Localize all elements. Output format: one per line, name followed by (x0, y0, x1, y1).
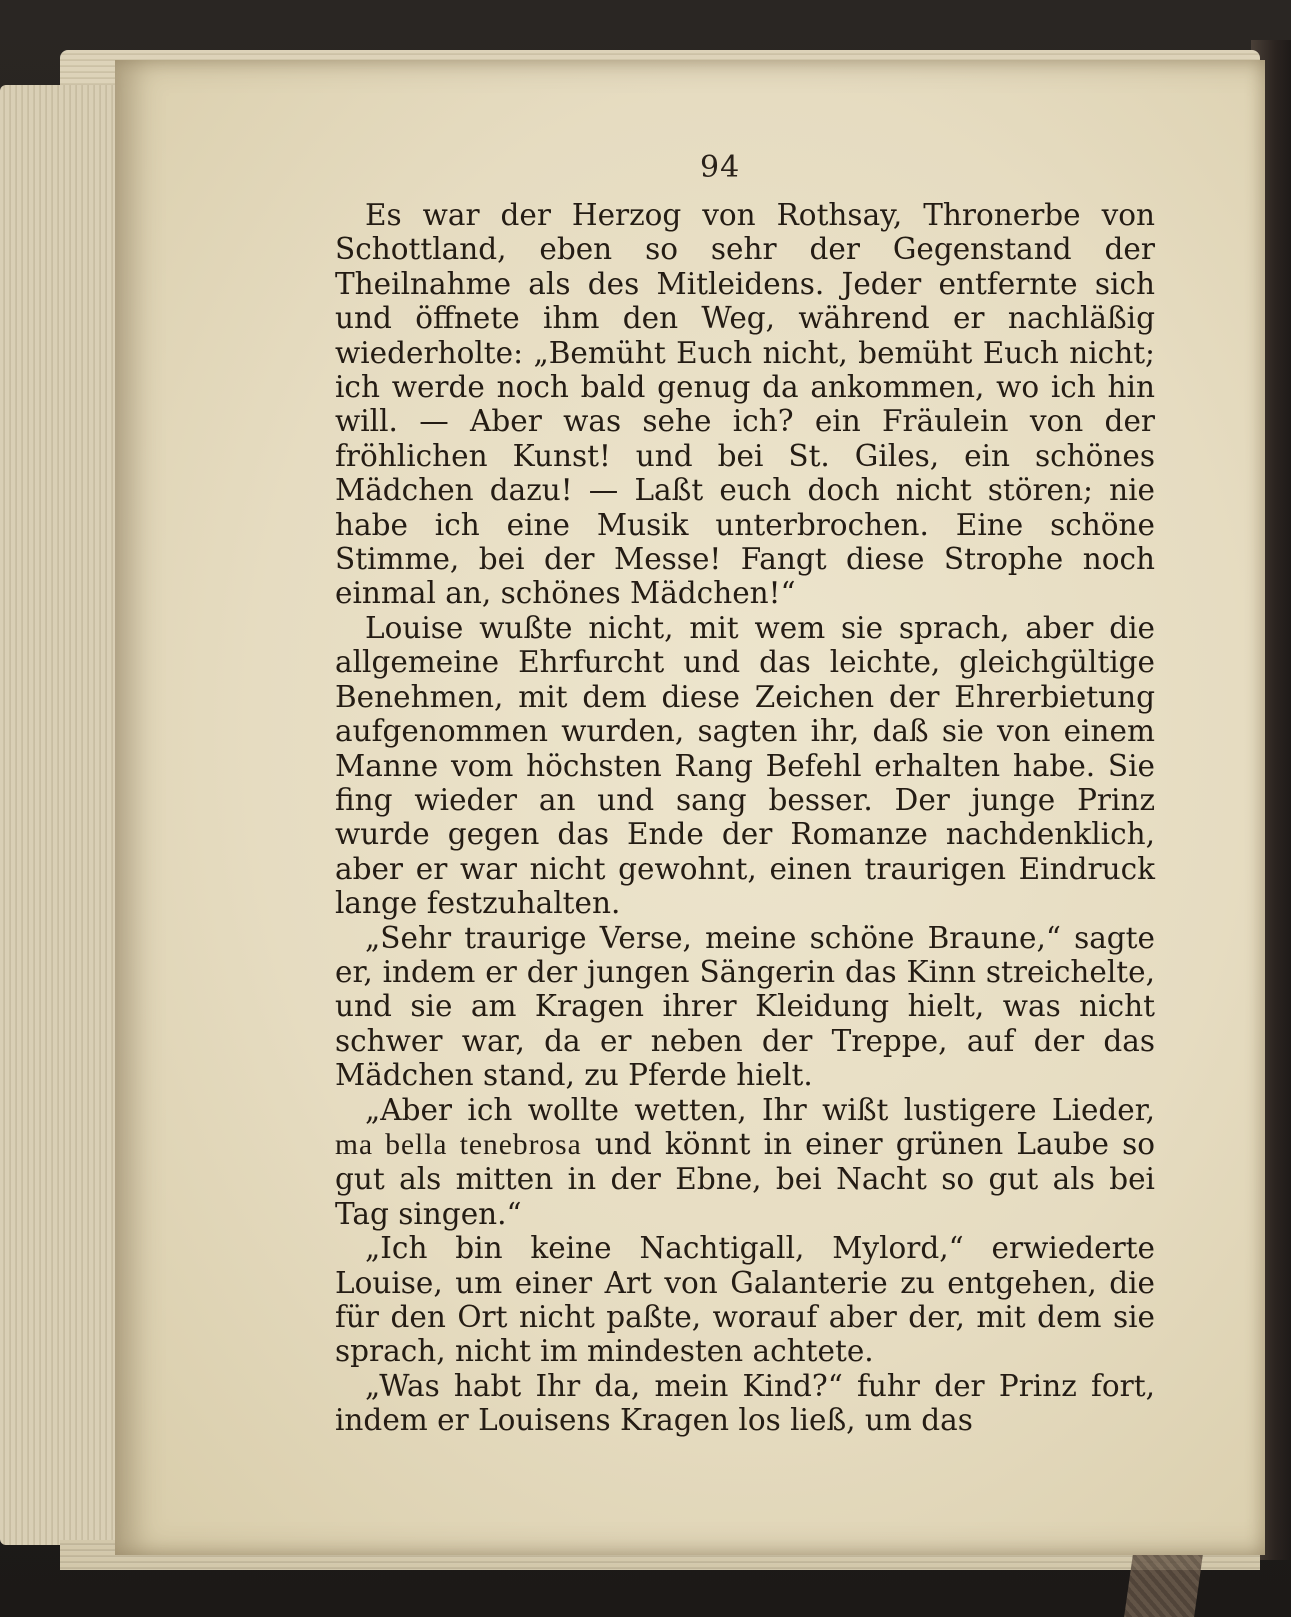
paragraph-4-end: und könnt in einer grünen Laube so gut als mitten in der Ebne, bei Nacht so gut als bei Tag singen.“ (335, 1126, 1155, 1231)
paragraph-3: „Sehr traurige Verse, meine schöne Braune,“ sagte er, indem er der jungen Sängerin das Kinn streichelte, und sie am Kragen ihrer Kleidung hielt, was nicht schwer war, da er neben der Treppe, auf der das Mädchen stand, zu Pferde hielt. (335, 920, 1155, 1093)
paragraph-4-start: „Aber ich wollte wetten, Ihr wißt lustigere Lieder, (365, 1092, 1155, 1127)
paragraph-4 (335, 1093, 1155, 1232)
paragraph-2: Louise wußte nicht, mit wem sie sprach, aber die allgemeine Ehrfurcht und das leichte, gleichgültige Benehmen, mit dem diese Zeichen der Ehrerbietung aufgenommen wurden, sagten ihr, daß sie von einem Manne vom höchsten Rang Befehl erhalten habe. Sie fing wieder an und sang besser. Der junge Prinz wurde gegen das Ende der Romanze nachdenklich, aber er war nicht gewohnt, einen traurigen Eindruck lange festzuhalten. (335, 610, 1155, 921)
italian-phrase: ma bella tenebrosa (335, 1128, 582, 1161)
paragraph-1: Es war der Herzog von Rothsay, Thronerbe von Schottland, eben so sehr der Gegenstand der Theilnahme als des Mitleidens. Jeder entfernte sich und öffnete ihm den Weg, während er nachläßig wiederholte: „Bemüht Euch nicht, bemüht Euch nicht; ich werde noch bald genug da ankommen, wo ich hin will. — Aber was sehe ich? ein Fräulein von der fröhlichen Kunst! und bei St. Giles, ein schönes Mädchen dazu! — Laßt euch doch nicht stören; nie habe ich eine Musik unterbrochen. Eine schöne Stimme, bei der Messe! Fangt diese Strophe noch einmal an, schönes Mädchen!“ (335, 198, 1155, 611)
page-number: 94 (700, 150, 741, 185)
page-stack-left-edge (0, 85, 120, 1545)
page-text (335, 198, 1155, 1438)
paragraph-5: „Ich bin keine Nachtigall, Mylord,“ erwiederte Louise, um einer Art von Galanterie zu entgehen, die für den Ort nicht paßte, worauf aber der, mit dem sie sprach, nicht im mindesten achtete. (335, 1231, 1155, 1369)
paragraph-6: „Was habt Ihr da, mein Kind?“ fuhr der Prinz fort, indem er Louisens Kragen los ließ, um das (335, 1368, 1155, 1438)
